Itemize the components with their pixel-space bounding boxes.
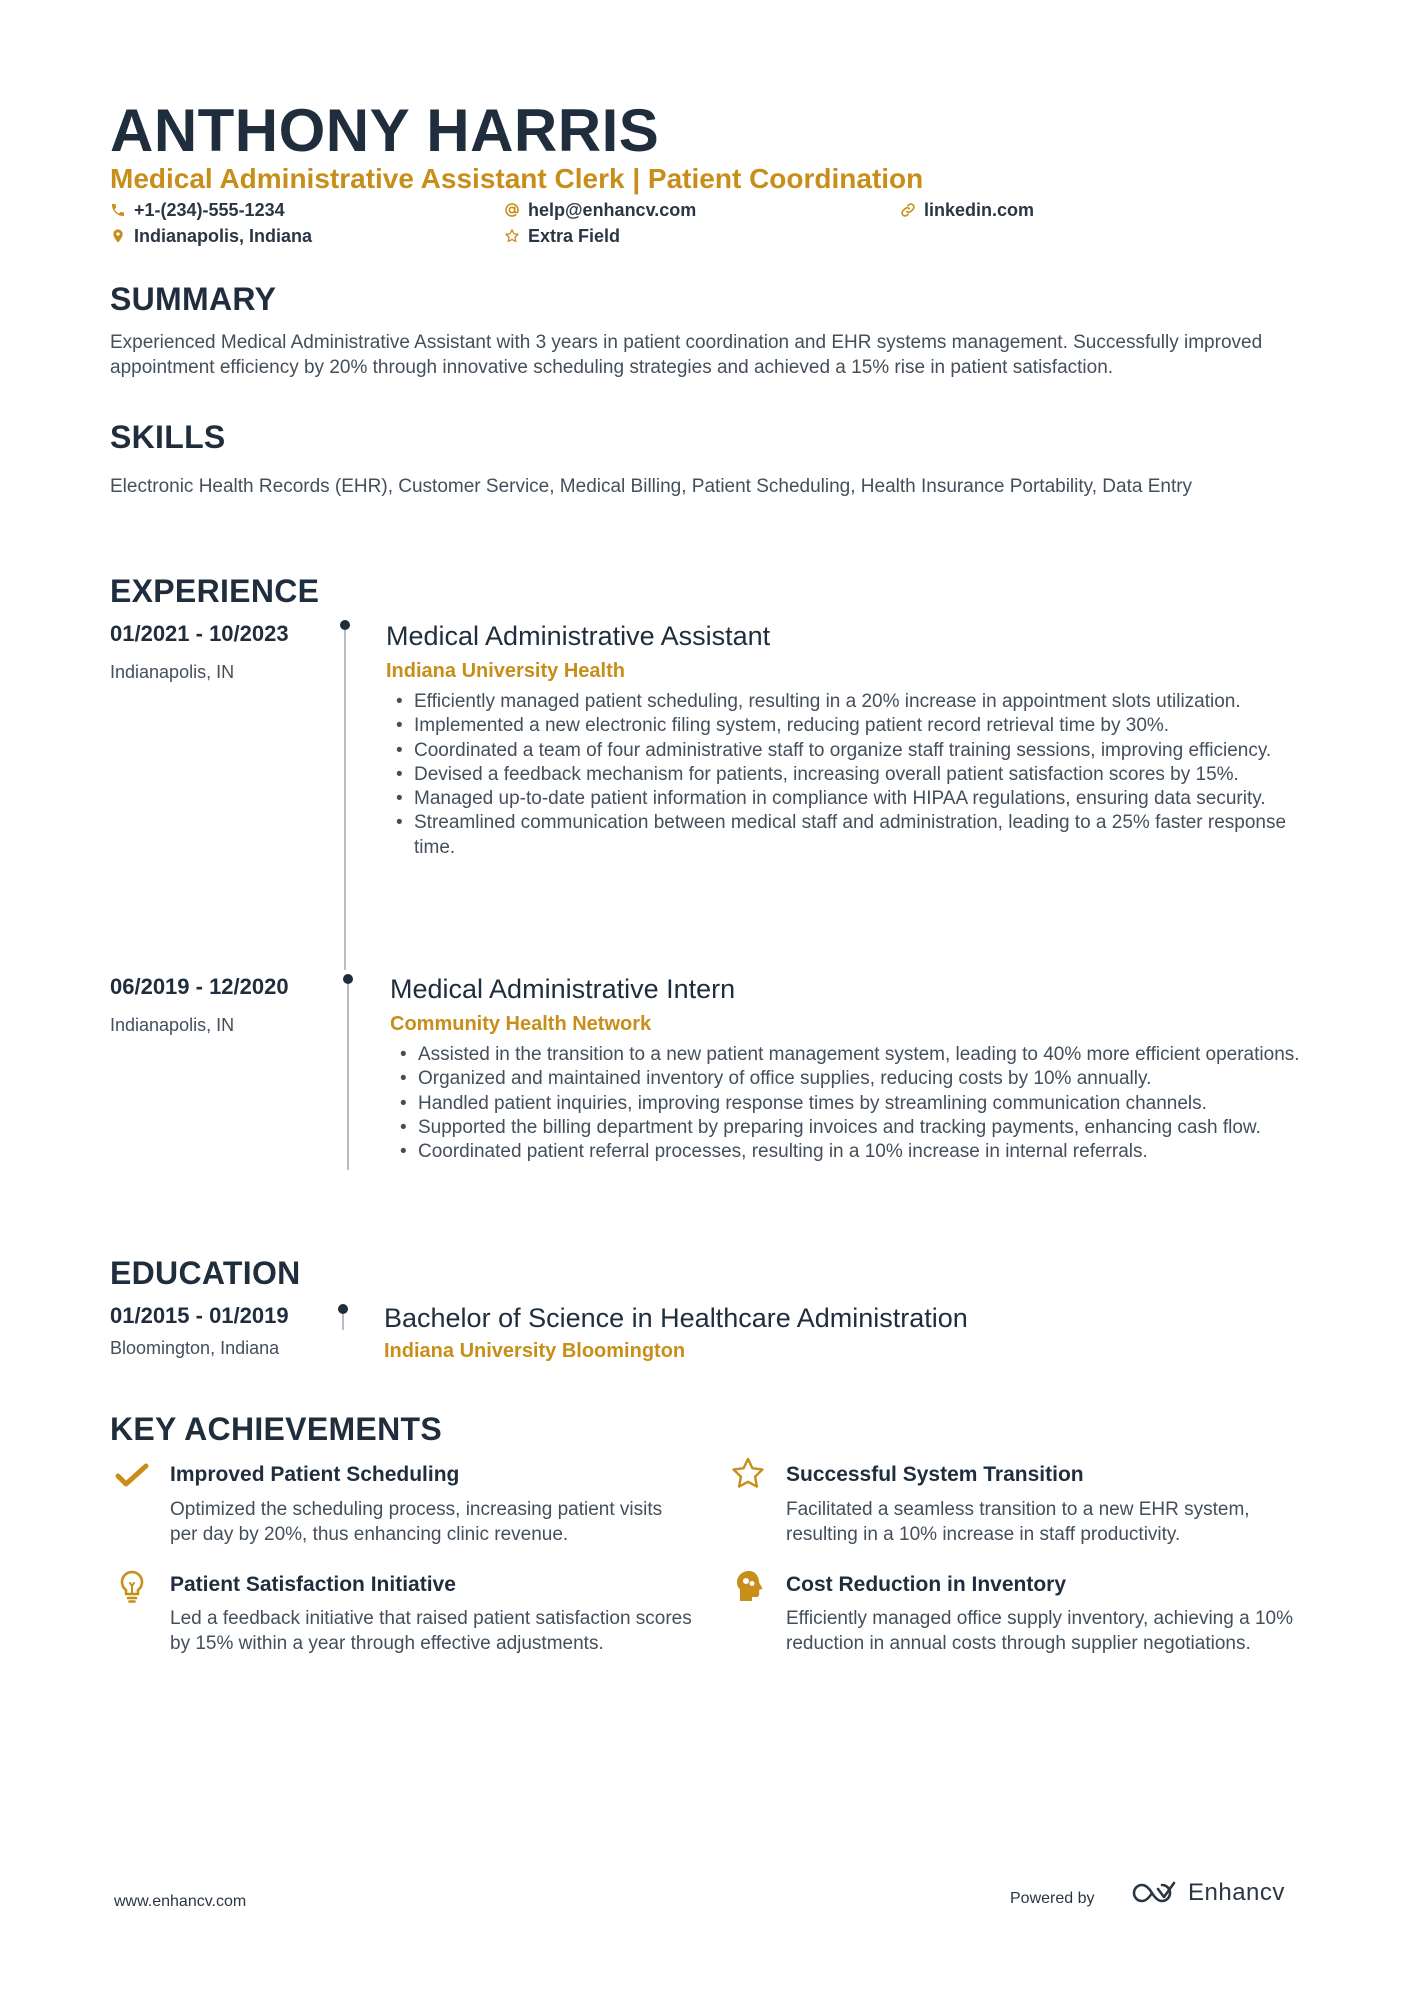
contact-linkedin[interactable]: [900, 198, 1034, 222]
star-outline-icon: [504, 228, 520, 244]
footer-website[interactable]: www.enhancv.com: [114, 1893, 247, 1910]
skills-heading: SKILLS: [110, 419, 226, 455]
lightbulb-icon: [114, 1568, 150, 1604]
checkmark-icon: [114, 1458, 150, 1494]
contact-linkedin-text: linkedin.com: [924, 200, 1035, 220]
achievement-1-title: Improved Patient Scheduling: [170, 1463, 460, 1486]
footer-brand-text: Enhancv: [1188, 1879, 1285, 1906]
timeline-dot: [340, 620, 350, 630]
experience-heading: EXPERIENCE: [110, 573, 320, 609]
experience-2-location: Indianapolis, IN: [110, 1015, 235, 1035]
education-1-location: Bloomington, Indiana: [110, 1338, 280, 1358]
bullet-item: • Managed up-to-date patient information in compliance with HIPAA regulations, ensuring data security.: [386, 787, 1306, 811]
phone-icon: [110, 202, 126, 218]
experience-1-role: Medical Administrative Assistant: [386, 621, 771, 651]
achievements-heading: KEY ACHIEVEMENTS: [110, 1411, 442, 1447]
contact-phone[interactable]: [110, 198, 285, 222]
bullet-item: • Implemented a new electronic filing system, reducing patient record retrieval time by 30%.: [386, 714, 1306, 738]
experience-1-dates: 01/2021 - 10/2023: [110, 621, 289, 646]
contact-location: [110, 224, 312, 248]
experience-1-bullets: [386, 690, 1306, 860]
contact-email[interactable]: [504, 198, 696, 222]
education-heading: EDUCATION: [110, 1255, 301, 1291]
experience-2-role: Medical Administrative Intern: [390, 974, 736, 1004]
experience-2-dates: 06/2019 - 12/2020: [110, 974, 289, 999]
bullet-item: • Handled patient inquiries, improving response times by streamlining communication channels.: [390, 1092, 1310, 1116]
timeline-line: [347, 984, 349, 1170]
summary-text: Experienced Medical Administrative Assistant with 3 years in patient coordination and EHR systems management. Successfully improved appointment efficiency by 20% through innovative scheduling strategies and achieved a 15% rise in patient satisfaction.: [110, 332, 1263, 378]
contact-email-text: help@enhancv.com: [528, 200, 697, 220]
enhancv-logo-icon: [1130, 1879, 1178, 1907]
experience-1-org: Indiana University Health: [386, 660, 625, 682]
experience-2-org: Community Health Network: [390, 1013, 652, 1035]
bullet-item: • Streamlined communication between medical staff and administration, leading to a 25% faster response time.: [386, 811, 1306, 860]
footer-brand[interactable]: [1130, 1878, 1285, 1908]
experience-2-bullets: [390, 1043, 1310, 1164]
achievement-4-title: Cost Reduction in Inventory: [786, 1573, 1067, 1596]
bullet-item: • Assisted in the transition to a new patient management system, leading to 40% more efficient operations.: [390, 1043, 1310, 1067]
education-1-dates: 01/2015 - 01/2019: [110, 1303, 289, 1328]
achievement-1-text: Optimized the scheduling process, increasing patient visits per day by 20%, thus enhancing clinic revenue.: [170, 1499, 663, 1545]
bullet-item: • Devised a feedback mechanism for patients, increasing overall patient satisfaction scores by 15%.: [386, 763, 1306, 787]
timeline-dot: [343, 974, 353, 984]
timeline-line: [344, 630, 346, 970]
achievement-3-title: Patient Satisfaction Initiative: [170, 1573, 456, 1596]
contact-extra: [504, 224, 620, 248]
skills-text: Electronic Health Records (EHR), Customer Service, Medical Billing, Patient Scheduling, Health Insurance Portability, Data Entry: [110, 476, 1193, 497]
at-icon: [504, 202, 520, 218]
bullet-item: • Supported the billing department by preparing invoices and tracking payments, enhancing cash flow.: [390, 1116, 1310, 1140]
timeline-line: [342, 1314, 344, 1330]
achievement-3-text: Led a feedback initiative that raised patient satisfaction scores by 15% within a year through effective adjustments.: [170, 1608, 692, 1654]
bullet-item: • Organized and maintained inventory of office supplies, reducing costs by 10% annually.: [390, 1067, 1310, 1091]
contact-location-text: Indianapolis, Indiana: [134, 226, 313, 246]
timeline-dot: [338, 1304, 348, 1314]
star-icon: [730, 1456, 766, 1492]
achievement-2-title: Successful System Transition: [786, 1463, 1084, 1486]
experience-1-location: Indianapolis, IN: [110, 662, 235, 682]
footer-powered-by: Powered by: [1010, 1890, 1095, 1907]
bullet-item: • Coordinated a team of four administrative staff to organize staff training sessions, improving efficiency.: [386, 739, 1306, 763]
education-1-school: Indiana University Bloomington: [384, 1340, 686, 1362]
education-1-degree: Bachelor of Science in Healthcare Administration: [384, 1303, 968, 1333]
summary-heading: SUMMARY: [110, 281, 277, 317]
head-brain-icon: [732, 1568, 768, 1604]
candidate-name: ANTHONY HARRIS: [110, 97, 660, 164]
contact-extra-text: Extra Field: [528, 226, 621, 246]
link-icon: [900, 202, 916, 218]
achievement-4-text: Efficiently managed office supply inventory, achieving a 10% reduction in annual costs through supplier negotiations.: [786, 1608, 1293, 1654]
location-pin-icon: [110, 228, 126, 244]
candidate-headline: Medical Administrative Assistant Clerk | Patient Coordination: [110, 163, 924, 194]
contact-phone-text: +1-(234)-555-1234: [134, 200, 285, 220]
achievement-2-text: Facilitated a seamless transition to a new EHR system, resulting in a 10% increase in staff productivity.: [786, 1499, 1250, 1545]
bullet-item: • Efficiently managed patient scheduling, resulting in a 20% increase in appointment slots utilization.: [386, 690, 1306, 714]
bullet-item: • Coordinated patient referral processes, resulting in a 10% increase in internal referrals.: [390, 1140, 1310, 1164]
